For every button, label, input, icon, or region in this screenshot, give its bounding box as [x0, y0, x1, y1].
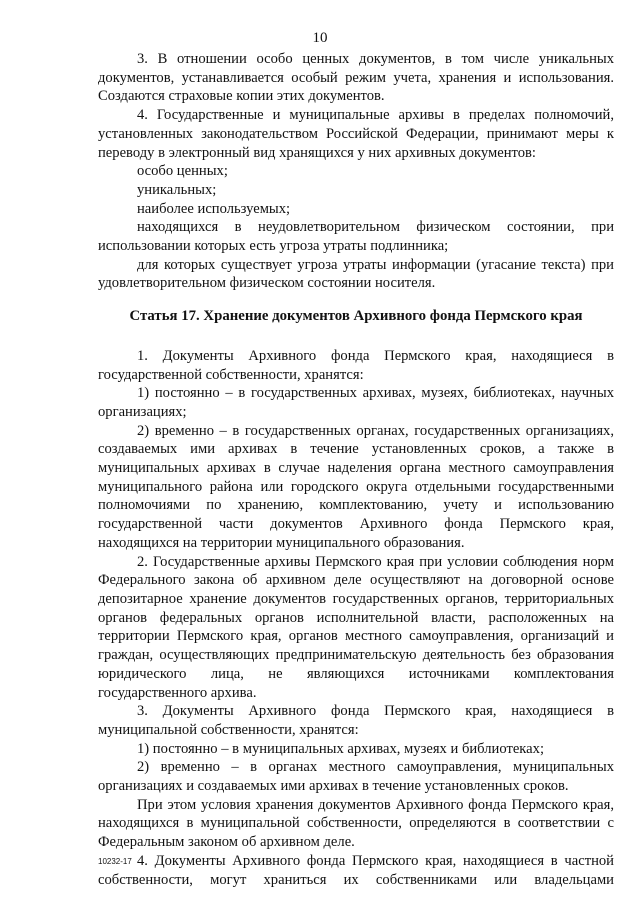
article-heading: Статья 17. Хранение документов Архивного фонда Пермского края — [129, 308, 583, 325]
document-code: 10232-17 — [98, 857, 132, 866]
paragraph: 4. Документы Архивного фонда Пермского края, находящиеся в частной собственности, могут храниться их собственниками или владельцами — [98, 852, 614, 888]
paragraph: 1) постоянно – в муниципальных архивах, музеях и библиотеках; — [137, 740, 544, 757]
list-item: особо ценных; — [137, 163, 228, 180]
list-item: уникальных; — [137, 181, 217, 198]
page-number: 10 — [312, 30, 328, 46]
paragraph: 1. Документы Архивного фонда Пермского края, находящиеся в государственной собственности, хранятся: — [98, 347, 614, 383]
list-item: для которых существует угроза утраты информации (угасание текста) при удовлетворительном физическом состоянии носителя. — [98, 256, 614, 292]
paragraph: 1) постоянно – в государственных архивах, музеях, библиотеках, научных организациях; — [98, 385, 614, 420]
paragraph: При этом условия хранения документов Архивного фонда Пермского края, находящихся в муниципальной собственности, определяются в соответствии с Федеральным законом об архивном деле. — [98, 796, 614, 851]
paragraph: 3. Документы Архивного фонда Пермского края, находящиеся в муниципальной собственности, хранятся: — [98, 703, 614, 738]
paragraph: 4. Государственные и муниципальные архивы в пределах полномочий, установленных законодательством Российской Федерации, принимают меры к переводу в электронный вид хранящихся у них архивных документов: — [98, 107, 614, 161]
paragraph: 3. В отношении особо ценных документов, в том числе уникальных документов, устанавливается особый режим учета, хранения и использования. Создаются страховые копии этих документов. — [98, 51, 614, 105]
document-body — [98, 50, 614, 889]
section-before — [98, 50, 614, 293]
list-item: наиболее используемых; — [137, 200, 291, 217]
list-item: находящихся в неудовлетворительном физическом состоянии, при использовании которых есть угроза утраты подлинника; — [98, 219, 614, 255]
paragraph: 2. Государственные архивы Пермского края при условии соблюдения норм Федерального закона об архивном деле осуществляют на договорной основе депозитарное хранение документов государственных органов, территориальных органов федеральных органов исполнительной власти, расположенных на территории Пермского края, органов местного самоуправления, организаций и граждан, осуществляющих предпринимательскую деятельность без образования юридического лица, не являющихся источниками комплектования государственного архива. — [98, 553, 614, 701]
paragraph: 2) временно – в государственных органах, государственных организациях, создаваемых ими архивах в течение установленных сроков, а также в муниципальных архивах в случае наделения органа местного самоуправления муниципального района или городского округа отдельными государственными полномочиями по хранению, комплектованию, учету и использованию государственной части документов Архивного фонда Пермского края, находящихся на территории муниципального образования. — [98, 422, 614, 551]
paragraph: 2) временно – в органах местного самоуправления, муниципальных организациях и создаваемых ими архивах в течение установленных сроков. — [98, 759, 614, 795]
section-after — [98, 347, 614, 889]
